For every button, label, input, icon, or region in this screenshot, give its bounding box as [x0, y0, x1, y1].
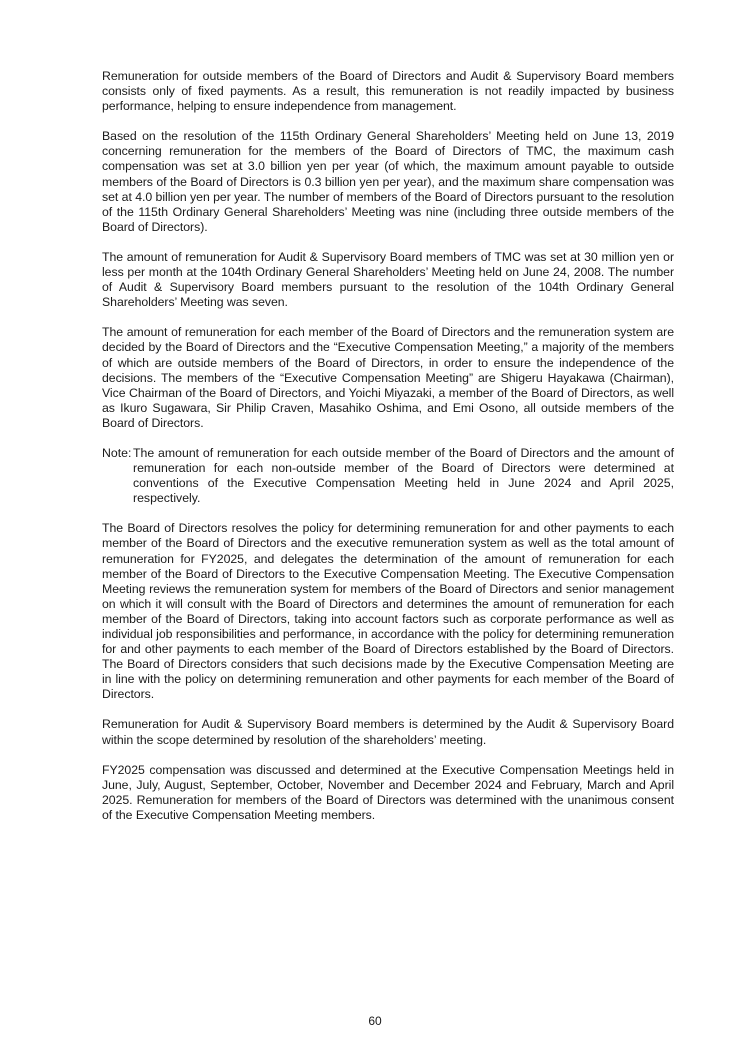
- note-label: Note:: [102, 445, 132, 460]
- page-body: [102, 69, 674, 838]
- paragraph-outside-members-remuneration: Remuneration for outside members of the Board of Directors and Audit & Supervisory Board members consists only of fixed payments. As a result, this remuneration is not readily impacted by business performance, helping to ensure independence from management.: [102, 69, 674, 114]
- paragraph-executive-compensation-meeting: The amount of remuneration for each member of the Board of Directors and the remuneration system are decided by the Board of Directors and the “Executive Compensation Meeting,” a majority of the members of which are outside members of the Board of Directors, in order to ensure the independence of the decisions. The members of the “Executive Compensation Meeting” are Shigeru Hayakawa (Chairman), Vice Chairman of the Board of Directors, and Yoichi Miyazaki, a member of the Board of Directors, as well as Ikuro Sugawara, Sir Philip Craven, Masahiko Oshima, and Emi Osono, all outside members of the Board of Directors.: [102, 325, 674, 430]
- paragraph-fy2025-compensation: FY2025 compensation was discussed and determined at the Executive Compensation Meetings held in June, July, August, September, October, November and December 2024 and February, March and April 2025. Remuneration for members of the Board of Directors was determined with the unanimous consent of the Executive Compensation Meeting members.: [102, 762, 674, 822]
- paragraph-audit-board-remuneration: The amount of remuneration for Audit & Supervisory Board members of TMC was set at 30 million yen or less per month at the 104th Ordinary General Shareholders’ Meeting held on June 24, 2008. The number of Audit & Supervisory Board members pursuant to the resolution of the 104th Ordinary General Shareholders’ Meeting was seven.: [102, 249, 674, 310]
- paragraph-audit-board-determination: Remuneration for Audit & Supervisory Board members is determined by the Audit & Supervisory Board within the scope determined by resolution of the shareholders’ meeting.: [102, 717, 674, 747]
- note-text: The amount of remuneration for each outside member of the Board of Directors and the amount of remuneration for each non-outside member of the Board of Directors were determined at conventions of the Executive Compensation Meeting held in June 2024 and April 2025, respectively.: [133, 445, 674, 506]
- paragraph-remuneration-policy: The Board of Directors resolves the policy for determining remuneration for and other payments to each member of the Board of Directors and the executive remuneration system as well as the total amount of remuneration for FY2025, and delegates the determination of the amount of remuneration for each member of the Board of Directors to the Executive Compensation Meeting. The Executive Compensation Meeting reviews the remuneration system for members of the Board of Directors and senior management on which it will consult with the Board of Directors and determines the amount of remuneration for each member of the Board of Directors, taking into account factors such as corporate performance as well as individual job responsibilities and performance, in accordance with the policy for determining remuneration for and other payments to each member of the Board of Directors established by the Board of Directors. The Board of Directors considers that such decisions made by the Executive Compensation Meeting are in line with the policy on determining remuneration and other payments for each member of the Board of Directors.: [102, 521, 674, 702]
- page-number: 60: [368, 1014, 382, 1028]
- note-block: [102, 446, 674, 506]
- paragraph-board-compensation-limits: Based on the resolution of the 115th Ordinary General Shareholders’ Meeting held on June 13, 2019 concerning remuneration for the members of the Board of Directors of TMC, the maximum cash compensation was set at 3.0 billion yen per year (of which, the maximum amount payable to outside members of the Board of Directors is 0.3 billion yen per year), and the maximum share compensation was set at 4.0 billion yen per year. The number of members of the Board of Directors pursuant to the resolution of the 115th Ordinary General Shareholders’ Meeting was nine (including three outside members of the Board of Directors).: [102, 129, 674, 234]
